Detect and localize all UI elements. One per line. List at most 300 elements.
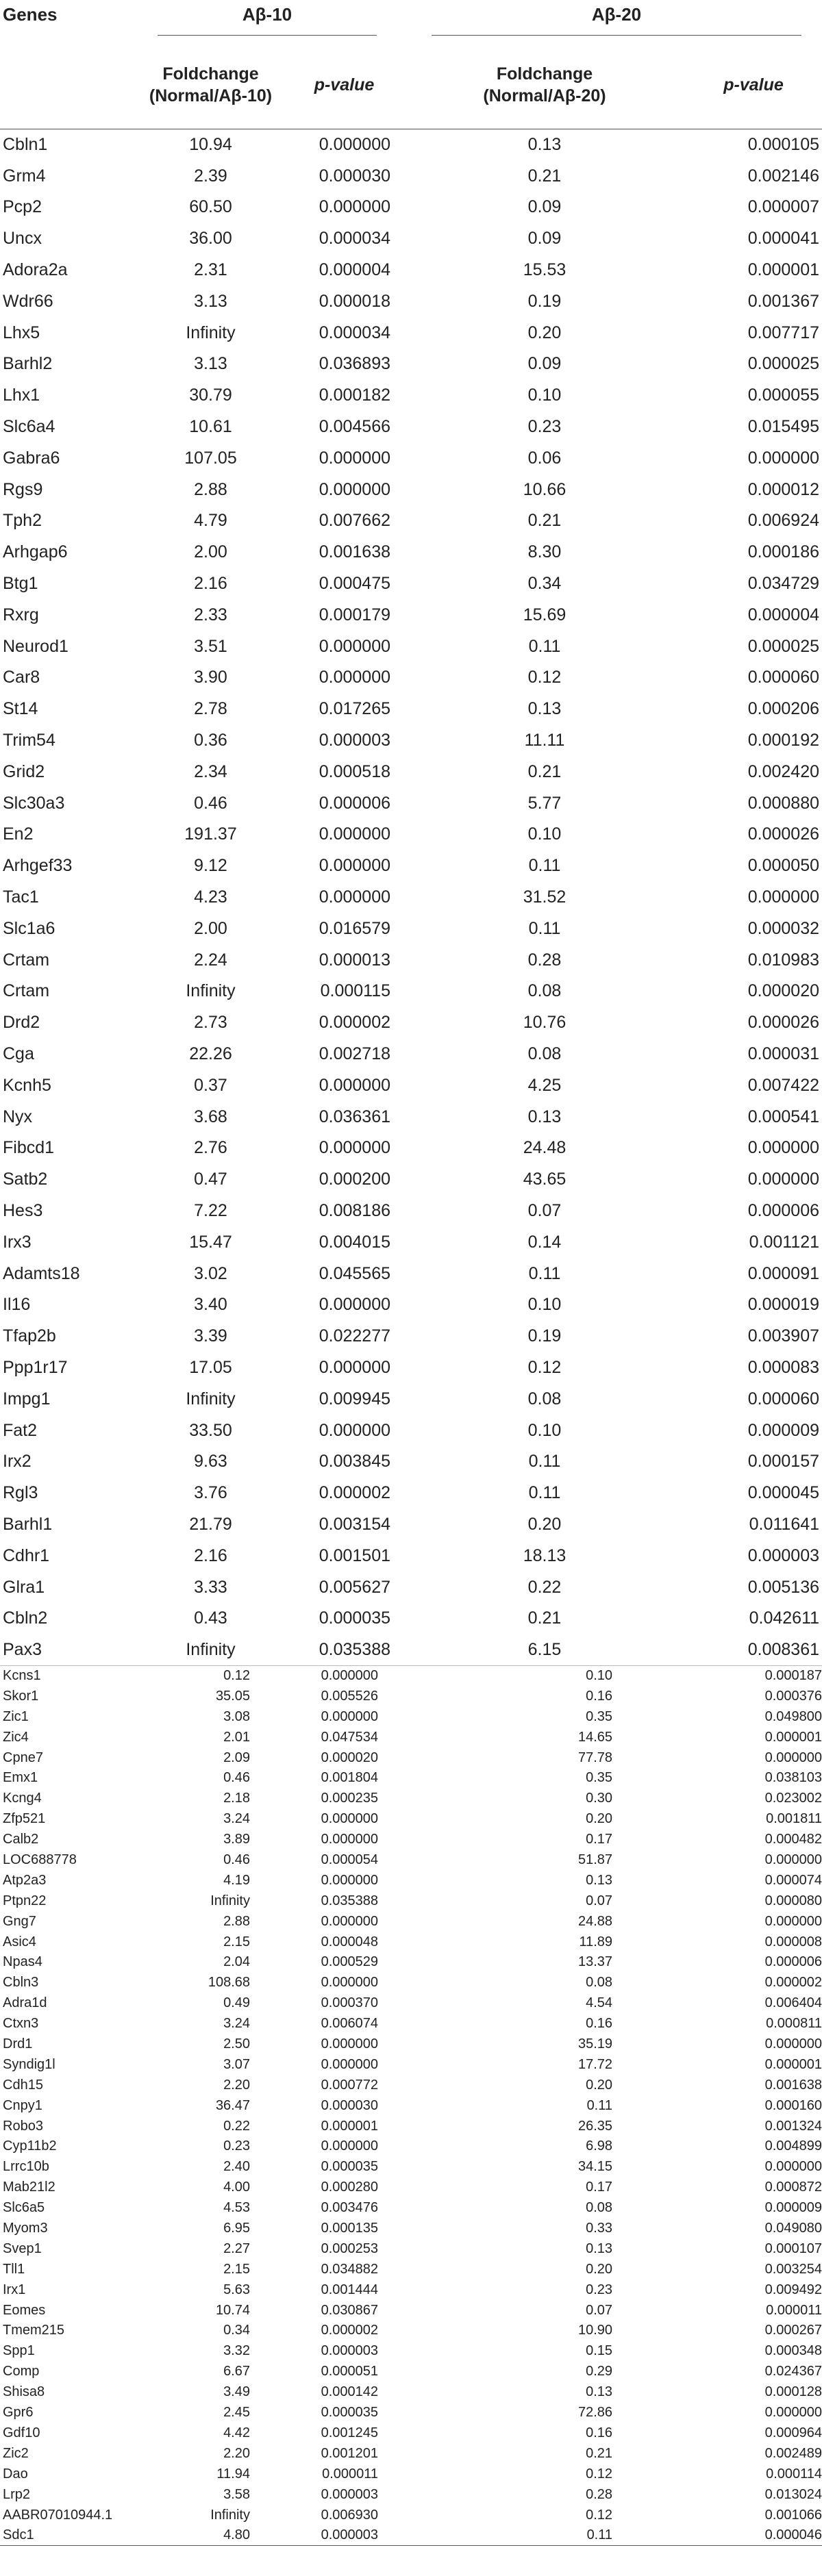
gene-name-cell: Cdh15 — [3, 2077, 43, 2093]
pvalue-abeta20-cell: 0.003254 — [764, 2261, 822, 2277]
table-row — [0, 1686, 822, 1706]
foldchange-abeta10-cell: 3.89 — [223, 1832, 250, 1847]
foldchange-abeta10-cell: 2.73 — [194, 1013, 227, 1033]
pvalue-abeta10-cell: 0.034882 — [321, 2261, 379, 2277]
gene-name-cell: Npas4 — [3, 1954, 42, 1970]
table-row — [0, 1571, 822, 1603]
foldchange-abeta10-cell: 4.00 — [223, 2180, 250, 2195]
foldchange-abeta20-cell: 0.11 — [528, 856, 561, 876]
table-row — [0, 725, 822, 757]
foldchange-abeta20-cell: 6.15 — [404, 1634, 685, 1666]
pvalue-abeta20-cell: 0.000025 — [747, 636, 820, 656]
table-row — [0, 2464, 822, 2484]
table-row — [0, 1911, 822, 1932]
foldchange-abeta10-cell: Infinity — [137, 1634, 284, 1666]
table-row — [0, 1321, 822, 1352]
pvalue-abeta20-cell: 0.000872 — [764, 2180, 822, 2195]
gene-name-cell: Cbln2 — [3, 1608, 48, 1628]
pvalue-abeta10-cell: 0.000000 — [319, 197, 391, 217]
table-row — [0, 1891, 822, 1911]
table-row — [0, 2014, 822, 2034]
pvalue-abeta20-cell: 0.000001 — [764, 2056, 822, 2072]
pvalue-abeta10-cell: 0.000000 — [319, 824, 391, 844]
foldchange-abeta10-cell: 2.00 — [194, 918, 227, 938]
pvalue-abeta20-cell: 0.000000 — [764, 2159, 822, 2175]
foldchange-abeta20-cell: 0.06 — [527, 448, 562, 468]
gene-name-cell: AABR07010944.1 — [3, 2507, 113, 2523]
foldchange-abeta20-cell: 24.48 — [523, 1138, 566, 1158]
pvalue-abeta10-cell: 0.006930 — [321, 2507, 379, 2523]
foldchange-abeta10-cell: Infinity — [186, 981, 236, 1001]
pvalue-abeta20-cell: 0.004899 — [764, 2138, 822, 2154]
foldchange-abeta20-cell: 31.52 — [523, 887, 566, 907]
pvalue-abeta20-cell: 0.011641 — [749, 1514, 820, 1534]
foldchange-abeta20-cell: 0.11 — [528, 918, 561, 938]
foldchange-abeta20-cell: 0.08 — [586, 2200, 613, 2216]
foldchange-abeta10-cell: 6.95 — [223, 2221, 250, 2236]
gene-name-cell: Irx3 — [3, 1232, 32, 1252]
pvalue-abeta20-cell: 0.000046 — [685, 2525, 822, 2546]
gene-name-cell: Ppp1r17 — [3, 1357, 68, 1377]
table-row — [0, 129, 822, 161]
pvalue-abeta10-cell: 0.001638 — [319, 542, 391, 562]
pvalue-abeta10-cell: 0.000004 — [319, 260, 391, 280]
foldchange-abeta10-cell: 22.26 — [189, 1044, 232, 1063]
table-row — [0, 2423, 822, 2444]
pvalue-abeta20-cell: 0.038103 — [764, 1770, 822, 1786]
table-row — [0, 1747, 822, 1768]
table-row — [0, 913, 822, 944]
gene-name-cell: Il16 — [3, 1295, 31, 1315]
foldchange-abeta20-cell: 0.11 — [528, 1263, 561, 1283]
table-row — [0, 2075, 822, 2095]
pvalue-abeta20-cell: 0.000019 — [747, 1295, 820, 1315]
foldchange-abeta10-cell: 15.47 — [189, 1232, 232, 1252]
gene-name-cell: Arhgap6 — [3, 542, 68, 562]
pvalue-abeta10-cell: 0.000000 — [319, 1138, 391, 1158]
foldchange-abeta10-cell: Infinity — [210, 2507, 250, 2523]
gene-name-cell: Irx1 — [3, 2282, 26, 2297]
foldchange-abeta10-cell: 30.79 — [189, 386, 232, 405]
pvalue-abeta10-italic: p — [314, 75, 325, 94]
gene-name-cell: Gabra6 — [3, 448, 60, 468]
pvalue-abeta20-cell: 0.000000 — [747, 887, 820, 907]
pvalue-abeta20-cell: 0.010983 — [747, 950, 820, 970]
table-row — [0, 1196, 822, 1227]
pvalue-abeta10-cell: 0.000235 — [321, 1791, 379, 1806]
pvalue-abeta20-cell: 0.000000 — [747, 1138, 820, 1158]
pvalue-abeta10-cell: 0.000035 — [321, 2159, 379, 2175]
foldchange-abeta20-cell: 0.12 — [586, 2466, 613, 2482]
header-row-columns — [0, 41, 822, 129]
foldchange-abeta20-cell: 0.29 — [586, 2364, 613, 2379]
foldchange-abeta10-cell: 3.39 — [194, 1326, 227, 1346]
gene-name-cell: Trim54 — [3, 731, 55, 750]
table-row — [0, 2116, 822, 2136]
pvalue-abeta20-cell: 0.000060 — [747, 668, 820, 687]
foldchange-abeta20-header — [404, 41, 685, 129]
group-abeta20-label: Aβ-20 — [432, 4, 801, 36]
pvalue-abeta20-cell: 0.000000 — [764, 1750, 822, 1765]
foldchange-abeta10-cell: 107.05 — [184, 448, 237, 468]
pvalue-abeta10-cell: 0.000000 — [319, 636, 391, 656]
table-row — [0, 2054, 822, 2075]
pvalue-abeta10-cell: 0.000280 — [321, 2180, 379, 2195]
foldchange-abeta20-cell: 0.21 — [527, 511, 562, 531]
table-row — [0, 380, 822, 412]
pvalue-abeta10-cell: 0.000142 — [321, 2384, 379, 2400]
foldchange-abeta10-cell: 33.50 — [189, 1420, 232, 1440]
gene-name-cell: Neurod1 — [3, 636, 68, 656]
pvalue-abeta20-cell: 0.000026 — [747, 1013, 820, 1033]
table-row — [0, 819, 822, 850]
foldchange-abeta20-cell: 0.34 — [527, 574, 562, 594]
gene-name-cell: Slc6a5 — [3, 2200, 45, 2216]
table-row — [0, 1993, 822, 2014]
pvalue-abeta10-cell: 0.000000 — [319, 135, 391, 155]
foldchange-abeta10-cell: 9.63 — [194, 1452, 227, 1472]
pvalue-abeta20-cell: 0.001367 — [747, 291, 820, 311]
pvalue-abeta10-cell: 0.000200 — [319, 1170, 391, 1189]
gene-name-cell: LOC688778 — [3, 1852, 77, 1867]
pvalue-abeta20-header — [685, 41, 822, 129]
pvalue-abeta20-cell: 0.000045 — [747, 1483, 820, 1503]
foldchange-abeta10-cell: 7.22 — [194, 1200, 227, 1220]
gene-name-cell: Rgl3 — [3, 1483, 38, 1503]
foldchange-abeta10-header — [137, 41, 284, 129]
foldchange-abeta20-cell: 24.88 — [577, 1913, 613, 1929]
table-row — [0, 1007, 822, 1039]
foldchange-abeta10-cell: 35.05 — [215, 1688, 250, 1704]
gene-name-cell: Drd1 — [3, 2036, 33, 2052]
table-row — [0, 1768, 822, 1789]
foldchange-abeta20-cell: 0.13 — [586, 2240, 613, 2256]
pvalue-abeta20-cell: 0.001066 — [764, 2507, 822, 2523]
pvalue-abeta10-cell: 0.000000 — [321, 1913, 379, 1929]
table-row — [0, 944, 822, 976]
gene-name-cell: Svep1 — [3, 2240, 42, 2256]
pvalue-abeta20-cell: 0.000267 — [764, 2323, 822, 2338]
pvalue-abeta10-cell: 0.000000 — [319, 479, 391, 499]
table-row — [0, 1932, 822, 1952]
pvalue-abeta10-cell: 0.000002 — [321, 2323, 379, 2338]
pvalue-abeta10-cell: 0.000000 — [321, 2036, 379, 2052]
table-row — [0, 2484, 822, 2505]
table-row — [0, 1952, 822, 1973]
pvalue-abeta10-cell: 0.000000 — [321, 1872, 379, 1888]
pvalue-abeta10-cell: 0.000475 — [319, 574, 391, 594]
pvalue-abeta10-cell: 0.035388 — [321, 1893, 379, 1908]
gene-name-cell: Uncx — [3, 229, 42, 249]
pvalue-abeta10-cell: 0.000000 — [319, 448, 391, 468]
group-abeta10-label: Aβ-10 — [158, 4, 377, 36]
gene-name-cell: Spp1 — [3, 2343, 35, 2359]
gene-name-cell: Cpne7 — [3, 1750, 43, 1765]
pvalue-abeta10-header — [284, 41, 404, 129]
pvalue-abeta10-cell: 0.000253 — [321, 2240, 379, 2256]
table-row — [0, 2525, 822, 2546]
gene-name-cell: Grid2 — [3, 761, 45, 781]
gene-name-cell: Drd2 — [3, 1013, 40, 1033]
group-abeta10-header — [137, 0, 404, 41]
gene-name-cell: Lrp2 — [3, 2486, 31, 2502]
pvalue-abeta10-cell: 0.000002 — [319, 1013, 391, 1033]
table-row — [0, 255, 822, 286]
pvalue-abeta10-cell: 0.000529 — [321, 1954, 379, 1970]
foldchange-abeta20-cell: 11.11 — [524, 731, 565, 750]
pvalue-abeta10-cell: 0.000182 — [319, 386, 391, 405]
pvalue-abeta10-cell: 0.000003 — [319, 731, 391, 750]
pvalue-abeta10-cell: 0.000006 — [319, 793, 391, 813]
foldchange-abeta20-cell: 35.19 — [577, 2036, 613, 2052]
gene-name-cell: Rgs9 — [3, 479, 43, 499]
gene-name-cell: Zic2 — [3, 2445, 29, 2461]
foldchange-abeta10-cell: 2.18 — [223, 1791, 250, 1806]
pvalue-abeta20-cell: 0.007422 — [747, 1075, 820, 1095]
foldchange-abeta20-cell: 0.16 — [586, 1688, 613, 1704]
foldchange-abeta10-cell: 0.37 — [194, 1075, 227, 1095]
pvalue-abeta10-cell: 0.035388 — [284, 1634, 404, 1666]
table-row — [0, 1973, 822, 1993]
pvalue-abeta10-cell: 0.000051 — [321, 2364, 379, 2379]
foldchange-abeta20-cell: 0.17 — [586, 2180, 613, 2195]
pvalue-abeta20-cell: 0.008361 — [685, 1634, 822, 1666]
foldchange-abeta10-cell: Infinity — [186, 323, 236, 342]
pvalue-abeta10-cell: 0.000000 — [319, 1075, 391, 1095]
table-row — [0, 1830, 822, 1850]
gene-name-cell: Arhgef33 — [3, 856, 73, 876]
foldchange-abeta10-cell: 2.15 — [223, 2261, 250, 2277]
table-row — [0, 1509, 822, 1541]
pvalue-abeta10-cell: 0.001444 — [321, 2282, 379, 2297]
pvalue-abeta10-cell: 0.004015 — [319, 1232, 391, 1252]
table-row — [0, 2238, 822, 2259]
header-row-groups — [0, 0, 822, 41]
foldchange-abeta20-cell: 0.13 — [586, 2384, 613, 2400]
foldchange-abeta20-cell: 34.15 — [577, 2159, 613, 2175]
pvalue-abeta20-cell: 0.007717 — [747, 323, 820, 342]
foldchange-abeta20-cell: 0.20 — [527, 323, 562, 342]
foldchange-abeta10-cell: 6.67 — [223, 2364, 250, 2379]
pvalue-abeta10-cell: 0.008186 — [319, 1200, 391, 1220]
foldchange-abeta20-cell: 15.69 — [523, 605, 566, 624]
foldchange-abeta10-cell: 0.34 — [223, 2323, 250, 2338]
gene-name-cell: Grm4 — [3, 166, 46, 186]
pvalue-abeta20-cell: 0.000025 — [747, 354, 820, 374]
foldchange-abeta10-cell: 2.33 — [194, 605, 227, 624]
pvalue-abeta20-cell: 0.000003 — [747, 1545, 820, 1565]
table-row — [0, 2219, 822, 2239]
table-row — [0, 286, 822, 317]
pvalue-abeta10-cell: 0.000020 — [321, 1750, 379, 1765]
pvalue-abeta20-cell: 0.001638 — [764, 2077, 822, 2093]
gene-name-cell: Tmem215 — [3, 2323, 65, 2338]
gene-name-cell: Adamts18 — [3, 1263, 80, 1283]
pvalue-abeta20-cell: 0.000000 — [747, 1170, 820, 1189]
table-row — [0, 2136, 822, 2157]
pvalue-abeta20-cell: 0.000006 — [747, 1200, 820, 1220]
gene-name-cell: Wdr66 — [3, 291, 53, 311]
pvalue-abeta20-cell: 0.002420 — [747, 761, 820, 781]
pvalue-abeta10-cell: 0.005526 — [321, 1688, 379, 1704]
foldchange-abeta20-cell: 0.10 — [527, 824, 562, 844]
gene-name-cell: Eomes — [3, 2302, 46, 2318]
pvalue-abeta10-cell: 0.047534 — [321, 1729, 379, 1745]
pvalue-abeta20-cell: 0.000186 — [747, 542, 820, 562]
pvalue-abeta10-cell: 0.000054 — [321, 1852, 379, 1867]
pvalue-abeta20-cell: 0.000091 — [747, 1263, 820, 1283]
gene-name-cell: Cbln3 — [3, 1975, 39, 1991]
pvalue-abeta20-cell: 0.000000 — [764, 2405, 822, 2421]
table-row — [0, 1603, 822, 1634]
pvalue-abeta10-cell: 0.000000 — [319, 1420, 391, 1440]
table-row — [0, 1809, 822, 1830]
foldchange-abeta10-cell: 0.36 — [194, 731, 227, 750]
pvalue-abeta20-cell: 0.002146 — [747, 166, 820, 186]
foldchange-abeta20-cell: 0.23 — [527, 417, 562, 437]
gene-name-cell: Barhl1 — [3, 1514, 53, 1534]
foldchange-abeta10-cell: 2.27 — [223, 2240, 250, 2256]
foldchange-abeta10-cell: 2.50 — [223, 2036, 250, 2052]
foldchange-abeta10-cell: 3.40 — [194, 1295, 227, 1315]
foldchange-abeta10-cell: 3.13 — [194, 291, 227, 311]
foldchange-abeta20-cell: 0.35 — [586, 1708, 613, 1724]
pvalue-abeta20-cell: 0.000964 — [764, 2425, 822, 2440]
pvalue-abeta20-cell: 0.000020 — [747, 981, 820, 1001]
pvalue-abeta10-cell: 0.007662 — [319, 511, 391, 531]
table-row — [0, 1634, 822, 1666]
gene-name-cell: Rxrg — [3, 605, 39, 624]
pvalue-abeta20-cell: 0.003907 — [747, 1326, 820, 1346]
foldchange-abeta20-cell: 8.30 — [527, 542, 562, 562]
foldchange-abeta10-cell: 2.34 — [194, 761, 227, 781]
pvalue-abeta10-cell: 0.000000 — [319, 856, 391, 876]
foldchange-abeta20-cell: 0.22 — [527, 1577, 562, 1597]
foldchange-abeta10-cell: 3.49 — [223, 2384, 250, 2400]
pvalue-abeta20-cell: 0.024367 — [764, 2364, 822, 2379]
foldchange-abeta20-cell: 0.33 — [586, 2221, 613, 2236]
gene-name-cell: Mab21l2 — [3, 2180, 55, 2195]
pvalue-abeta20-cell: 0.000008 — [764, 1934, 822, 1949]
foldchange-abeta20-cell: 0.20 — [586, 2261, 613, 2277]
pvalue-abeta10-cell: 0.000013 — [319, 950, 391, 970]
pvalue-abeta20-cell: 0.000007 — [747, 197, 820, 217]
gene-name-cell: Barhl2 — [3, 354, 53, 374]
pvalue-abeta20-cell: 0.000074 — [764, 1872, 822, 1888]
foldchange-abeta10-cell: 0.12 — [223, 1668, 250, 1684]
gene-name-cell: St14 — [3, 699, 38, 719]
foldchange-abeta10-cell: 0.43 — [194, 1608, 227, 1628]
table-row — [0, 1289, 822, 1321]
pvalue-abeta20-cell: 0.000009 — [764, 2200, 822, 2216]
pvalue-abeta20-cell: 0.009492 — [764, 2282, 822, 2297]
foldchange-abeta10-cell: 3.90 — [194, 668, 227, 687]
gene-name-cell: Tll1 — [3, 2261, 25, 2277]
foldchange-abeta20-cell: 0.21 — [527, 761, 562, 781]
foldchange-abeta20-cell: 0.35 — [586, 1770, 613, 1786]
pvalue-abeta20-cell: 0.000011 — [766, 2302, 822, 2318]
foldchange-abeta10-cell: 4.53 — [223, 2200, 250, 2216]
gene-name-cell: Crtam — [3, 950, 50, 970]
pvalue-abeta10-cell: 0.016579 — [319, 918, 391, 938]
table-row — [0, 2382, 822, 2403]
pvalue-abeta20-cell: 0.000128 — [764, 2384, 822, 2400]
pvalue-abeta10-rest: -value — [325, 75, 375, 94]
pvalue-abeta10-cell: 0.000518 — [319, 761, 391, 781]
gene-name-cell: Calb2 — [3, 1832, 39, 1847]
pvalue-abeta20-cell: 0.000009 — [747, 1420, 820, 1440]
foldchange-abeta10-cell: 3.13 — [194, 354, 227, 374]
foldchange-abeta10-cell: 3.32 — [223, 2343, 250, 2359]
gene-name-cell: Hes3 — [3, 1200, 43, 1220]
foldchange-abeta10-cell: 4.80 — [137, 2525, 284, 2546]
foldchange-abeta20-cell: 0.12 — [527, 668, 562, 687]
foldchange-abeta20-cell: 0.09 — [527, 197, 562, 217]
gene-name-cell: Gpr6 — [3, 2405, 34, 2421]
foldchange-abeta20-cell: 0.07 — [527, 1200, 562, 1220]
table-row — [0, 1226, 822, 1258]
foldchange-abeta10-cell: 2.88 — [194, 479, 227, 499]
table-row — [0, 2505, 822, 2525]
gene-name-cell: Robo3 — [3, 2118, 43, 2134]
pvalue-abeta10-cell: 0.000034 — [319, 323, 391, 342]
gene-name-cell: Adra1d — [3, 1995, 47, 2011]
gene-name-cell: Pax3 — [0, 1634, 137, 1666]
foldchange-abeta20-cell: 0.07 — [586, 2302, 613, 2318]
foldchange-abeta20-cell: 0.21 — [527, 1608, 562, 1628]
pvalue-abeta20-cell: 0.000000 — [747, 448, 820, 468]
pvalue-abeta20-cell: 0.002489 — [764, 2445, 822, 2461]
foldchange-abeta10-cell: 3.08 — [223, 1708, 250, 1724]
foldchange-abeta20-cell: 0.13 — [527, 135, 562, 155]
foldchange-abeta20-cell: 0.15 — [586, 2343, 613, 2359]
foldchange-abeta20-cell: 4.25 — [527, 1075, 562, 1095]
pvalue-abeta20-cell: 0.000001 — [764, 1729, 822, 1745]
foldchange-abeta20-cell: 0.10 — [586, 1668, 613, 1684]
gene-name-cell: Fat2 — [3, 1420, 38, 1440]
pvalue-abeta20-cell: 0.006404 — [764, 1995, 822, 2011]
foldchange-abeta20-cell: 5.77 — [527, 793, 562, 813]
gene-name-cell: Cdhr1 — [3, 1545, 50, 1565]
gene-name-cell: Nyx — [3, 1107, 33, 1126]
pvalue-abeta20-cell: 0.000012 — [747, 479, 820, 499]
foldchange-abeta10-cell: 4.19 — [223, 1872, 250, 1888]
pvalue-abeta10-cell: 0.000000 — [319, 668, 391, 687]
gene-name-cell: Gng7 — [3, 1913, 36, 1929]
table-row — [0, 1850, 822, 1871]
pvalue-abeta20-cell: 0.005136 — [747, 1577, 820, 1597]
foldchange-abeta10-cell: 0.46 — [223, 1852, 250, 1867]
foldchange-abeta10-cell: 3.24 — [223, 1811, 250, 1827]
foldchange-abeta10-cell: 0.47 — [194, 1170, 227, 1189]
pvalue-abeta20-cell: 0.000060 — [747, 1389, 820, 1409]
foldchange-abeta20-cell: 0.09 — [527, 354, 562, 374]
gene-name-cell: Lhx5 — [3, 323, 40, 342]
foldchange-abeta20-cell: 17.72 — [577, 2056, 613, 2072]
foldchange-abeta20-cell: 0.17 — [586, 1832, 613, 1847]
pvalue-abeta20-cell: 0.000348 — [764, 2343, 822, 2359]
pvalue-abeta20-cell: 0.000157 — [747, 1452, 820, 1472]
foldchange-abeta10-cell: 191.37 — [184, 824, 237, 844]
pvalue-abeta10-cell: 0.003154 — [319, 1514, 391, 1534]
pvalue-abeta10-cell: 0.000000 — [321, 2056, 379, 2072]
pvalue-abeta10-cell: 0.001201 — [321, 2445, 379, 2461]
pvalue-abeta10-cell: 0.002718 — [319, 1044, 391, 1063]
pvalue-abeta20-cell: 0.000000 — [764, 2036, 822, 2052]
foldchange-abeta10-cell: 3.58 — [223, 2486, 250, 2502]
foldchange-abeta20-cell: 0.16 — [586, 2425, 613, 2440]
foldchange-abeta20-cell: 0.13 — [527, 1107, 562, 1126]
